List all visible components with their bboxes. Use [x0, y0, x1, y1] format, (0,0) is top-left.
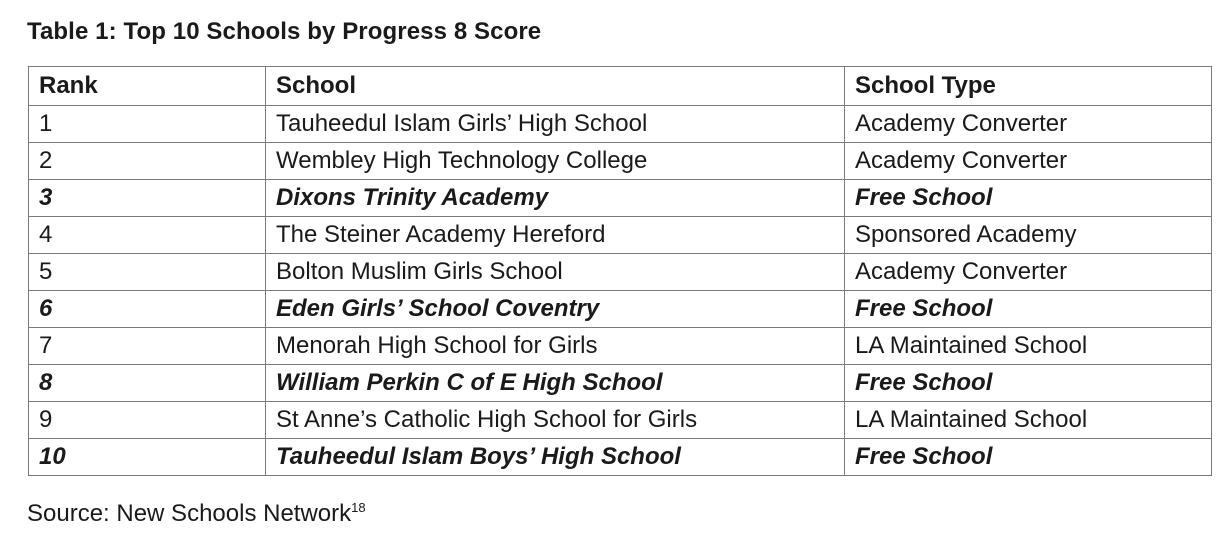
school-cell: Wembley High Technology College: [266, 143, 845, 180]
table-row: [29, 254, 1212, 291]
table-title: Table 1: Top 10 Schools by Progress 8 Score: [27, 18, 542, 45]
table-row: [29, 217, 1212, 254]
table-row: [29, 291, 1212, 328]
school-cell: Tauheedul Islam Girls’ High School: [266, 106, 845, 143]
rank-cell: 8: [29, 365, 266, 402]
table-header-row: [29, 67, 1212, 106]
schools-table: [28, 66, 1212, 476]
rank-cell: 2: [29, 143, 266, 180]
school-type-cell: Sponsored Academy: [845, 217, 1212, 254]
rank-cell: 5: [29, 254, 266, 291]
table-row: [29, 180, 1212, 217]
header-rank: Rank: [29, 67, 266, 106]
source-text: Source: New Schools Network: [27, 500, 352, 527]
rank-cell: 10: [29, 439, 266, 476]
school-type-cell: LA Maintained School: [845, 402, 1212, 439]
school-cell: St Anne’s Catholic High School for Girls: [266, 402, 845, 439]
school-type-cell: Academy Converter: [845, 106, 1212, 143]
rank-cell: 1: [29, 106, 266, 143]
table-row: [29, 402, 1212, 439]
table-row: [29, 328, 1212, 365]
school-cell: Menorah High School for Girls: [266, 328, 845, 365]
rank-cell: 3: [29, 180, 266, 217]
school-type-cell: Free School: [845, 365, 1212, 402]
table-row: [29, 106, 1212, 143]
source-note: [27, 500, 366, 528]
school-cell: Eden Girls’ School Coventry: [266, 291, 845, 328]
school-type-cell: Free School: [845, 291, 1212, 328]
school-type-cell: Free School: [845, 439, 1212, 476]
footnote-marker: 18: [351, 500, 366, 515]
rank-cell: 6: [29, 291, 266, 328]
school-type-cell: LA Maintained School: [845, 328, 1212, 365]
school-cell: The Steiner Academy Hereford: [266, 217, 845, 254]
school-type-cell: Academy Converter: [845, 254, 1212, 291]
rank-cell: 7: [29, 328, 266, 365]
rank-cell: 9: [29, 402, 266, 439]
table-row: [29, 439, 1212, 476]
school-type-cell: Academy Converter: [845, 143, 1212, 180]
header-school-type: School Type: [845, 67, 1212, 106]
school-cell: Tauheedul Islam Boys’ High School: [266, 439, 845, 476]
school-cell: Dixons Trinity Academy: [266, 180, 845, 217]
table-row: [29, 365, 1212, 402]
school-cell: Bolton Muslim Girls School: [266, 254, 845, 291]
rank-cell: 4: [29, 217, 266, 254]
header-school: School: [266, 67, 845, 106]
table-row: [29, 143, 1212, 180]
school-cell: William Perkin C of E High School: [266, 365, 845, 402]
school-type-cell: Free School: [845, 180, 1212, 217]
